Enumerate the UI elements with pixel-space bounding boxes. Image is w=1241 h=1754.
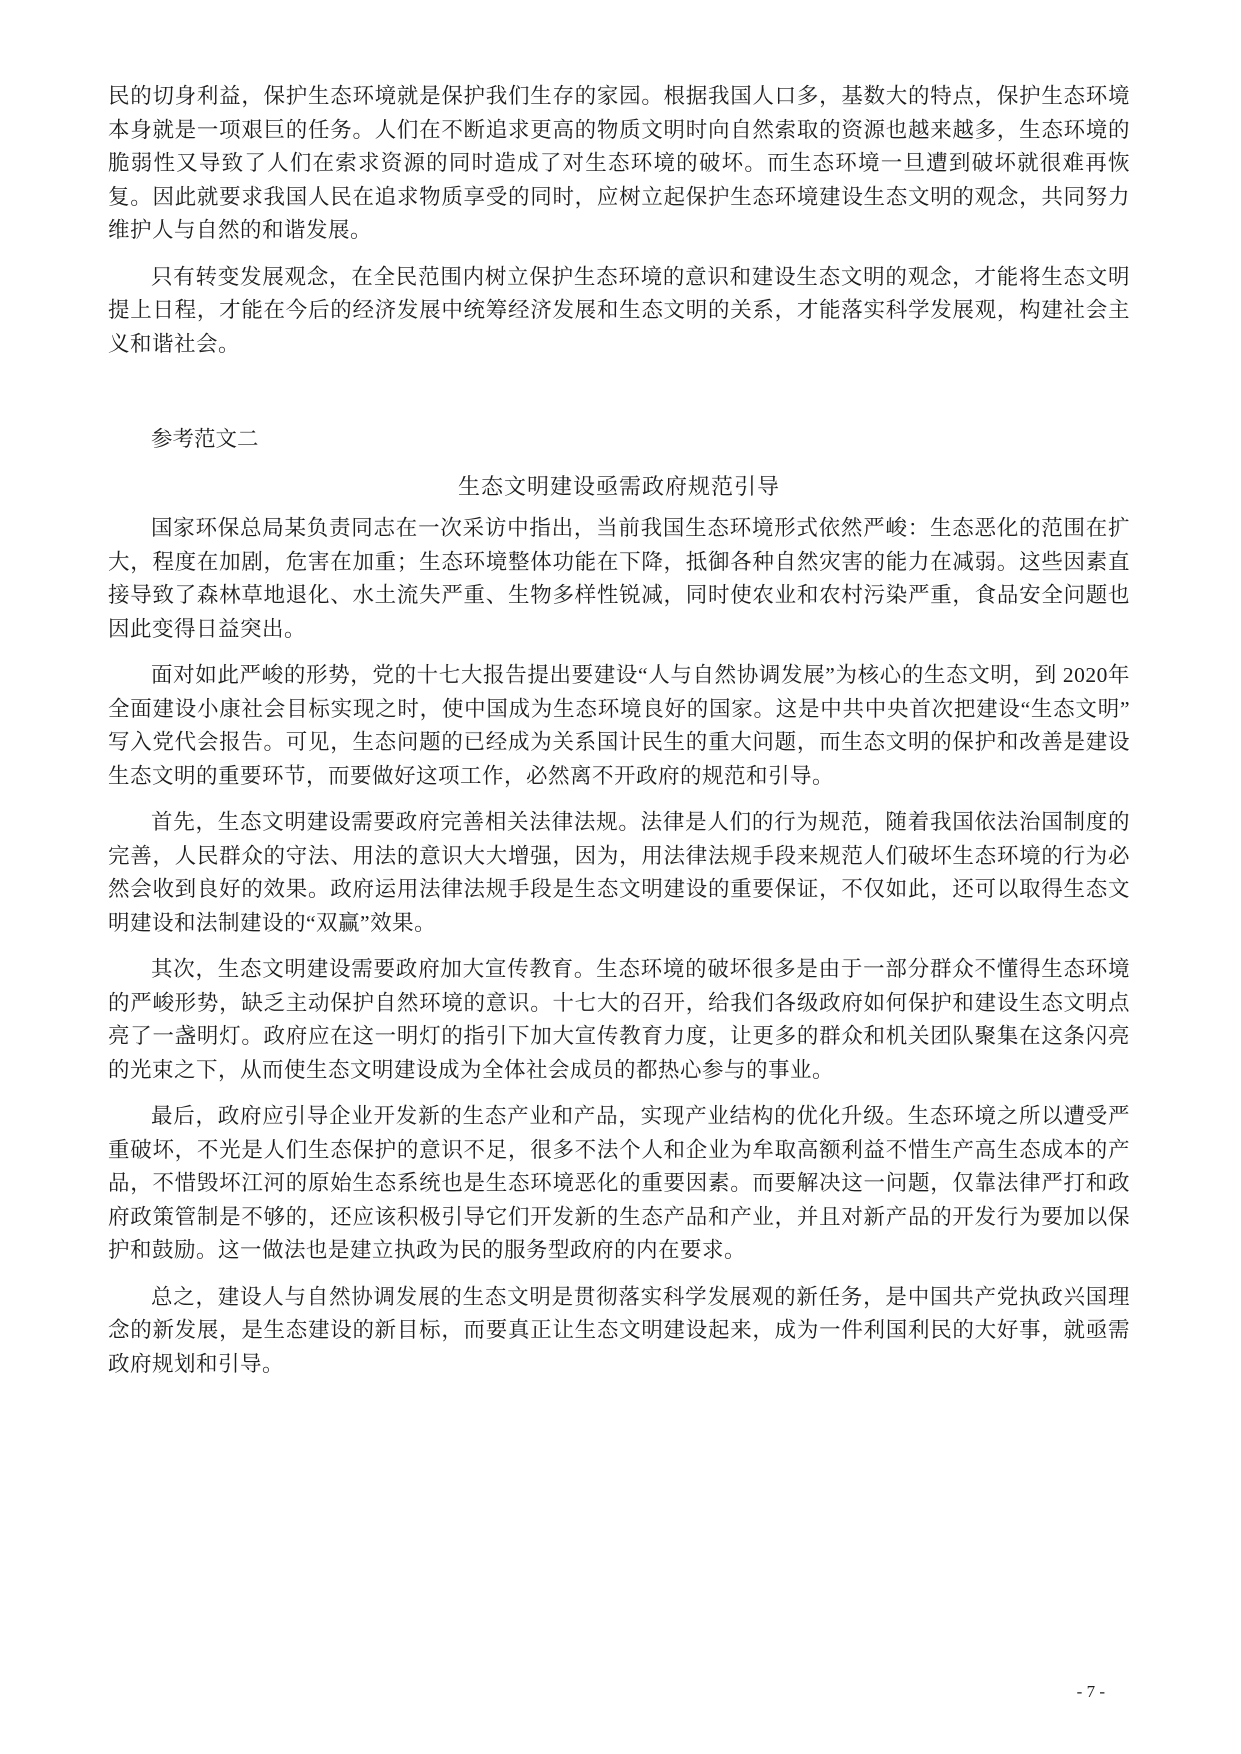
document-body xyxy=(108,80,1130,1394)
paragraph: 只有转变发展观念，在全民范围内树立保护生态环境的意识和建设生态文明的观念，才能将生态文明提上日程，才能在今后的经济发展中统筹经济发展和生态文明的关系，才能落实科学发展观，构建社会主义和谐社会。 xyxy=(108,264,1130,356)
paragraph: 首先，生态文明建设需要政府完善相关法律法规。法律是人们的行为规范，随着我国依法治国制度的完善，人民群众的守法、用法的意识大大增强，因为，用法律法规手段来规范人们破坏生态环境的行为必然会收到良好的效果。政府运用法律法规手段是生态文明建设的重要保证，不仅如此，还可以取得生态文明建设和法制建设的“双赢”效果。 xyxy=(108,810,1130,935)
paragraph: 最后，政府应引导企业开发新的生态产业和产品，实现产业结构的优化升级。生态环境之所以遭受严重破坏，不光是人们生态保护的意识不足，很多不法个人和企业为牟取高额利益不惜生产高生态成本的产品，不惜毁坏江河的原始生态系统也是生态环境恶化的重要因素。而要解决这一问题，仅靠法律严打和政府政策管制是不够的，还应该积极引导它们开发新的生态产品和产业，并且对新产品的开发行为要加以保护和鼓励。这一做法也是建立执政为民的服务型政府的内在要求。 xyxy=(108,1104,1130,1262)
paragraph: 其次，生态文明建设需要政府加大宣传教育。生态环境的破坏很多是由于一部分群众不懂得生态环境的严峻形势，缺乏主动保护自然环境的意识。十七大的召开，给我们各级政府如何保护和建设生态文明点亮了一盏明灯。政府应在这一明灯的指引下加大宣传教育力度，让更多的群众和机关团队聚集在这条闪亮的光束之下，从而使生态文明建设成为全体社会成员的都热心参与的事业。 xyxy=(108,957,1130,1082)
page-number: - 7 - xyxy=(1076,1682,1105,1701)
essay-title: 生态文明建设亟需政府规范引导 xyxy=(457,473,780,499)
paragraph: 国家环保总局某负责同志在一次采访中指出，当前我国生态环境形式依然严峻：生态恶化的范围在扩大，程度在加剧，危害在加重；生态环境整体功能在下降，抵御各种自然灾害的能力在减弱。这些因素直接导致了森林草地退化、水土流失严重、生物多样性锐减，同时使农业和农村污染严重，食品安全问题也因此变得日益突出。 xyxy=(108,516,1130,641)
section-label: 参考范文二 xyxy=(151,427,259,451)
paragraph: 民的切身利益，保护生态环境就是保护我们生存的家园。根据我国人口多，基数大的特点，保护生态环境本身就是一项艰巨的任务。人们在不断追求更高的物质文明时向自然索取的资源也越来越多，生态环境的脆弱性又导致了人们在索求资源的同时造成了对生态环境的破坏。而生态环境一旦遭到破坏就很难再恢复。因此就要求我国人民在追求物质享受的同时，应树立起保护生态环境建设生态文明的观念，共同努力维护人与自然的和谐发展。 xyxy=(108,84,1130,242)
paragraph: 总之，建设人与自然协调发展的生态文明是贯彻落实科学发展观的新任务，是中国共产党执政兴国理念的新发展，是生态建设的新目标，而要真正让生态文明建设起来，成为一件利国利民的大好事，就亟需政府规划和引导。 xyxy=(108,1284,1130,1376)
paragraph: 面对如此严峻的形势，党的十七大报告提出要建设“人与自然协调发展”为核心的生态文明，到 2020年全面建设小康社会目标实现之时，使中国成为生态环境良好的国家。这是中共中央首次把建设“生态文明”写入党代会报告。可见，生态问题的已经成为关系国计民生的重大问题，而生态文明的保护和改善是建设生态文明的重要环节，而要做好这项工作，必然离不开政府的规范和引导。 xyxy=(108,663,1130,788)
